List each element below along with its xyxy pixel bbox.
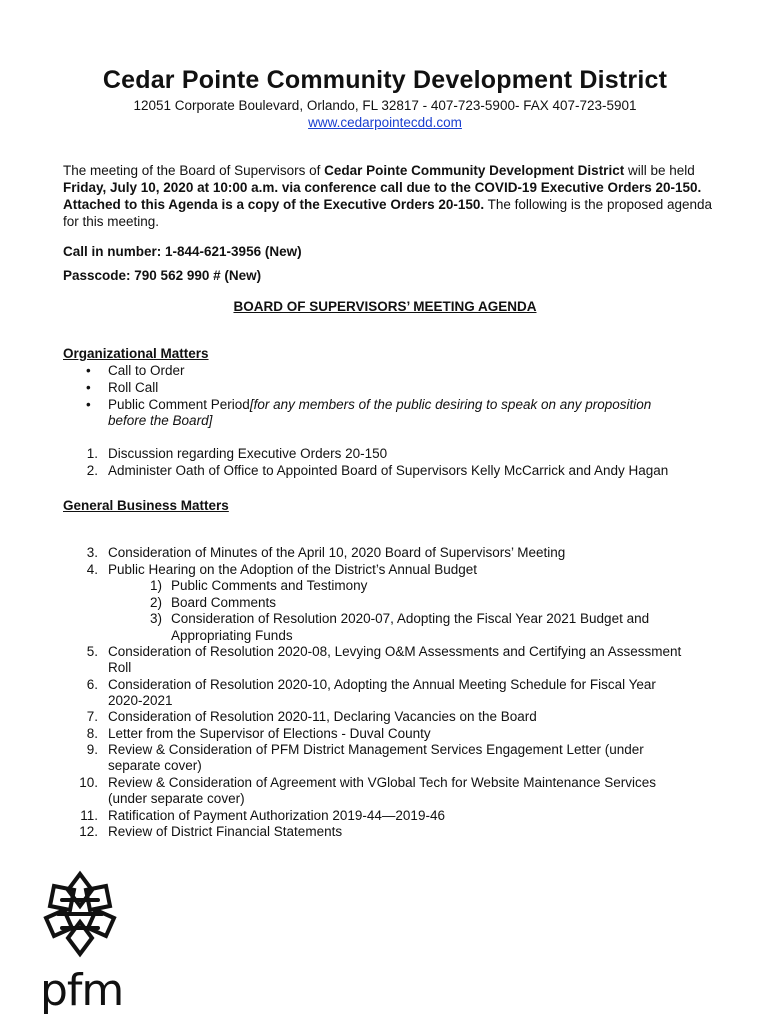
bullet-icon: • [86,363,91,378]
passcode: Passcode: 790 562 990 # (New) [63,268,262,283]
agenda-item-cont: 2020-2021 [108,693,173,708]
sub-item-number: 3) [149,611,162,626]
sub-item-cont: Appropriating Funds [171,628,293,643]
item-number: 10. [79,775,98,790]
agenda-item: Discussion regarding Executive Orders 20-150 [108,446,388,461]
agenda-item-cont: Roll [108,660,132,675]
public-comment-item [108,397,651,414]
intro-text-2: will be held [624,163,695,178]
agenda-title: BOARD OF SUPERVISORS’ MEETING AGENDA [233,299,537,314]
item-number: 5. [86,644,98,659]
pfm-logo-text: pfm [40,965,124,1016]
item-number: 3. [86,545,98,560]
bullet-icon: • [86,397,91,412]
public-comment-note-cont [108,413,212,430]
agenda-item: Ratification of Payment Authorization 2019-44—2019-46 [108,808,445,823]
agenda-item: Consideration of Resolution 2020-11, Declaring Vacancies on the Board [108,709,537,724]
agenda-item: Consideration of Resolution 2020-10, Adopting the Annual Meeting Schedule for Fiscal Year [108,677,656,692]
item-number: 7. [86,709,98,724]
website-link[interactable]: www.cedarpointecdd.com [308,115,462,130]
public-comment-label: Public Comment Period [108,397,250,412]
item-number: 1. [86,446,98,461]
sub-item: Public Comments and Testimony [171,578,368,593]
list-item: Roll Call [108,380,159,395]
item-number: 6. [86,677,98,692]
call-in-number: Call in number: 1-844-621-3956 (New) [63,244,302,259]
item-number: 11. [80,808,98,823]
sub-item: Consideration of Resolution 2020-07, Adopting the Fiscal Year 2021 Budget and [171,611,650,626]
list-item: Call to Order [108,363,185,378]
public-comment-note: [for any members of the public desiring to speak on any proposition [249,397,652,412]
agenda-item: Review & Consideration of Agreement with VGlobal Tech for Website Maintenance Services [108,775,657,790]
agenda-item: Consideration of Minutes of the April 10, 2020 Board of Supervisors’ Meeting [108,545,566,560]
district-title: Cedar Pointe Community Development District [102,66,668,94]
item-number: 2. [86,463,98,478]
agenda-item: Public Hearing on the Adoption of the District’s Annual Budget [108,562,477,577]
organizational-heading: Organizational Matters [63,346,209,361]
intro-meeting-details: Friday, July 10, 2020 at 10:00 a.m. via conference call due to the COVID-19 Executive Orders 20-150. Attached to this Agenda is a copy of the Executive Orders 20-150. [63,180,702,212]
sub-item-number: 1) [149,578,162,593]
agenda-item: Letter from the Supervisor of Elections - Duval County [108,726,431,741]
item-number: 9. [86,742,98,757]
intro-text-1: The meeting of the Board of Supervisors of [63,163,325,178]
pfm-logo-icon [40,870,120,958]
sub-item-number: 2) [149,595,162,610]
agenda-item-cont: (under separate cover) [108,791,245,806]
agenda-item: Consideration of Resolution 2020-08, Levying O&M Assessments and Certifying an Assessment [108,644,682,659]
general-heading: General Business Matters [63,498,229,513]
item-number: 12. [79,824,98,839]
agenda-item: Administer Oath of Office to Appointed Board of Supervisors Kelly McCarrick and Andy Hagan [108,463,669,478]
intro-text-3: The following is the proposed agenda for this meeting. [63,197,713,229]
bullet-icon: • [86,380,91,395]
district-address: 12051 Corporate Boulevard, Orlando, FL 32817 - 407-723-5900- FAX 407-723-5901 [133,98,637,113]
agenda-item: Review of District Financial Statements [108,824,343,839]
public-comment-note-2: before the Board] [108,413,213,428]
sub-item: Board Comments [171,595,277,610]
intro-paragraph [63,162,713,230]
agenda-item-cont: separate cover) [108,758,202,773]
item-number: 4. [86,562,98,577]
intro-district-name: Cedar Pointe Community Development District [324,163,625,178]
item-number: 8. [86,726,98,741]
agenda-item: Review & Consideration of PFM District Management Services Engagement Letter (under [108,742,644,757]
